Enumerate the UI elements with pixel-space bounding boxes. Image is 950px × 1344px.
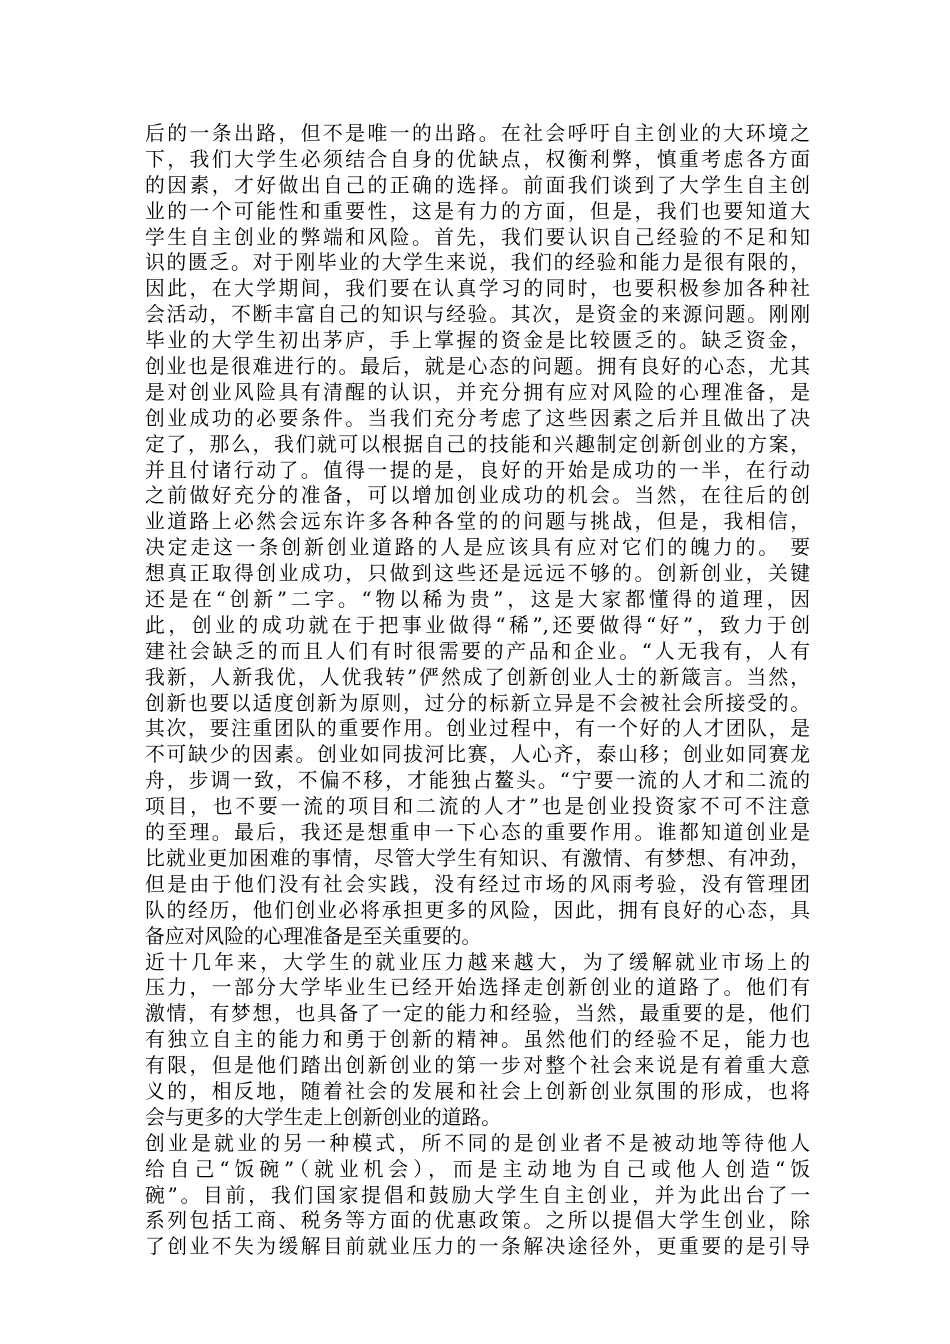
- text-line: 毕业的大学生初出茅庐，手上掌握的资金是比较匮乏的。缺乏资金，: [145, 329, 810, 353]
- text-line: 其次，要注重团队的重要作用。创业过程中，有一个好的人才团队，是: [145, 717, 810, 741]
- text-line: 因此，在大学期间，我们要在认真学习的同时，也要积极参加各种社: [145, 277, 810, 301]
- text-line: 定了，那么，我们就可以根据自己的技能和兴趣制定创新创业的方案，: [145, 432, 810, 456]
- text-line: 之前做好充分的准备，可以增加创业成功的机会。当然，在往后的创: [145, 484, 810, 508]
- text-line: 的因素，才好做出自己的正确的选择。前面我们谈到了大学生自主创: [145, 173, 810, 197]
- text-line: 识的匮乏。对于刚毕业的大学生来说，我们的经验和能力是很有限的，: [145, 251, 810, 275]
- body-text: [145, 121, 810, 1260]
- text-line: 决定走这一条创新创业道路的人是应该具有应对它们的魄力的。 要: [145, 536, 810, 560]
- text-line: 了创业不失为缓解目前就业压力的一条解决途径外，更重要的是引导: [145, 1235, 810, 1259]
- text-line: 的至理。最后，我还是想重申一下心态的重要作用。谁都知道创业是: [145, 821, 810, 845]
- text-line: 后的一条出路，但不是唯一的出路。在社会呼吁自主创业的大环境之: [145, 122, 810, 145]
- text-line: 有独立自主的能力和勇于创新的精神。虽然他们的经验不足，能力也: [145, 1028, 810, 1052]
- text-line: 建社会缺乏的而且人们有时很需要的产品和企业。“人无我有，人有: [145, 639, 810, 663]
- text-line: 创业成功的必要条件。当我们充分考虑了这些因素之后并且做出了决: [145, 406, 810, 430]
- text-line: 业道路上必然会远东许多各种各堂的的问题与挑战，但是，我相信，: [145, 510, 810, 534]
- text-line: 我新，人新我优，人优我转”俨然成了创新创业人士的新箴言。当然，: [145, 665, 810, 689]
- text-line: 碗”。目前，我们国家提倡和鼓励大学生自主创业，并为此出台了一: [145, 1183, 810, 1207]
- text-line: 下，我们大学生必须结合自身的优缺点，权衡利弊，慎重考虑各方面: [145, 147, 810, 171]
- text-line: 压力，一部分大学毕业生已经开始选择走创新创业的道路了。他们有: [145, 976, 810, 1000]
- text-line: 系列包括工商、税务等方面的优惠政策。之所以提倡大学生创业，除: [145, 1209, 810, 1233]
- text-line: 会活动，不断丰富自己的知识与经验。其次，是资金的来源问题。刚刚: [145, 303, 810, 327]
- paragraph-end-line: 会与更多的大学生走上创新创业的道路。: [145, 1105, 502, 1129]
- text-line: 队的经历，他们创业必将承担更多的风险，因此，拥有良好的心态，具: [145, 898, 810, 922]
- text-line: 创新也要以适度创新为原则，过分的标新立异是不会被社会所接受的。: [145, 691, 810, 715]
- text-line: 业的一个可能性和重要性，这是有力的方面，但是，我们也要知道大: [145, 199, 810, 223]
- text-line: 还是在“创新”二字。“物以稀为贵”，这是大家都懂得的道理，因: [145, 588, 810, 612]
- text-line: 创业是就业的另一种模式，所不同的是创业者不是被动地等待他人: [145, 1131, 810, 1155]
- text-line: 此，创业的成功就在于把事业做得“稀”,还要做得“好”，致力于创: [145, 613, 810, 637]
- text-line: 学生自主创业的弊端和风险。首先，我们要认识自己经验的不足和知: [145, 225, 810, 249]
- text-line: 是对创业风险具有清醒的认识，并充分拥有应对风险的心理准备，是: [145, 380, 810, 404]
- text-line: 给自己“饭碗”（就业机会），而是主动地为自己或他人创造“饭: [145, 1157, 810, 1181]
- text-line: 近十几年来，大学生的就业压力越来越大，为了缓解就业市场上的: [145, 950, 810, 974]
- paragraph-end-line: 备应对风险的心理准备是至关重要的。: [145, 924, 482, 948]
- text-line: 不可缺少的因素。创业如同拔河比赛，人心齐，泰山移；创业如同赛龙: [145, 743, 810, 767]
- text-line: 但是由于他们没有社会实践，没有经过市场的风雨考验，没有管理团: [145, 872, 810, 896]
- text-line: 并且付诸行动了。值得一提的是，良好的开始是成功的一半，在行动: [145, 458, 810, 482]
- text-line: 义的，相反地，随着社会的发展和社会上创新创业氛围的形成，也将: [145, 1079, 810, 1103]
- text-line: 舟，步调一致，不偏不移，才能独占鳌头。“宁要一流的人才和二流的: [145, 769, 810, 793]
- text-line: 想真正取得创业成功，只做到这些还是远远不够的。创新创业，关键: [145, 562, 810, 586]
- text-line: 项目，也不要一流的项目和二流的人才”也是创业投资家不可不注意: [145, 795, 810, 819]
- text-line: 创业也是很难进行的。最后，就是心态的问题。拥有良好的心态，尤其: [145, 355, 810, 379]
- text-line: 比就业更加困难的事情，尽管大学生有知识、有激情、有梦想、有冲劲，: [145, 846, 810, 870]
- text-line: 有限，但是他们踏出创新创业的第一步对整个社会来说是有着重大意: [145, 1054, 810, 1078]
- text-line: 激情，有梦想，也具备了一定的能力和经验，当然，最重要的是，他们: [145, 1002, 810, 1026]
